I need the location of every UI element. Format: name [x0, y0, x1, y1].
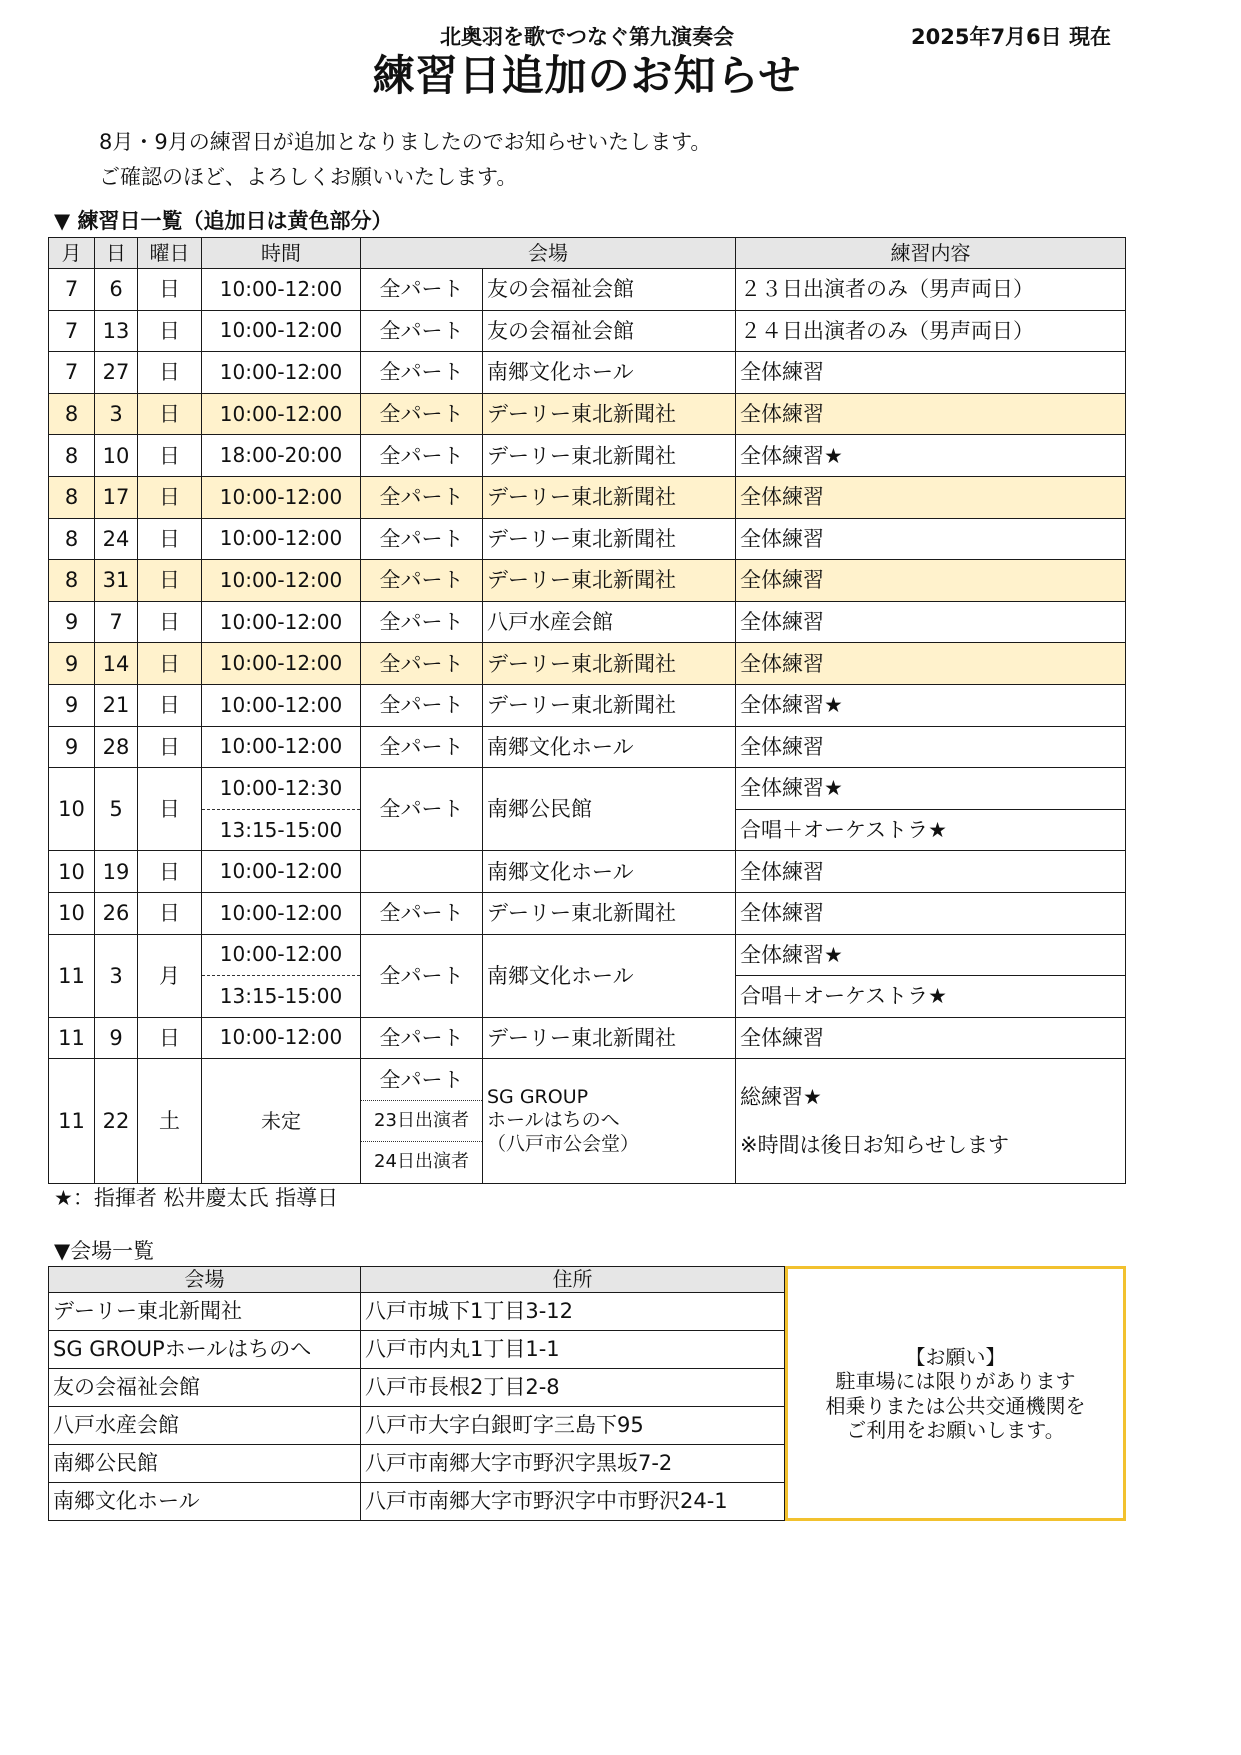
day-cell: 7	[95, 601, 138, 643]
column-header-venue-name: 会場	[49, 1267, 361, 1293]
time-cell: 10:00-12:00	[202, 601, 361, 643]
venue-cell: デーリー東北新聞社	[483, 684, 736, 726]
month-cell: 7	[49, 269, 95, 311]
venue-cell: SG GROUP ホールはちのへ （八戸市公会堂）	[483, 1059, 736, 1184]
time-cell: 10:00-12:30	[202, 768, 361, 810]
legend-note: ★：指揮者 松井慶太氏 指導日	[54, 1186, 339, 1210]
column-header-time: 時間	[202, 238, 361, 269]
schedule-row	[49, 435, 1126, 477]
content-cell: 総練習★ ※時間は後日お知らせします	[736, 1059, 1126, 1184]
day-cell: 9	[95, 1017, 138, 1059]
schedule-row	[49, 726, 1126, 768]
venue-row	[49, 1445, 785, 1483]
content-cell: 全体練習	[736, 601, 1126, 643]
part-cell: 全パート	[361, 601, 483, 643]
venue-cell: 南郷文化ホール	[483, 851, 736, 893]
weekday-cell: 日	[138, 269, 202, 311]
time-cell: 10:00-12:00	[202, 269, 361, 311]
venue-cell: 南郷公民館	[483, 768, 736, 851]
venue-table	[48, 1266, 785, 1521]
column-header-address: 住所	[361, 1267, 785, 1293]
content-cell: ２４日出演者のみ（男声両日）	[736, 310, 1126, 352]
part-cell: 全パート	[361, 684, 483, 726]
venue-cell: 八戸水産会館	[483, 601, 736, 643]
content-cell: ２３日出演者のみ（男声両日）	[736, 269, 1126, 311]
schedule-row	[49, 768, 1126, 810]
content-cell: 全体練習	[736, 851, 1126, 893]
part-cell: 全パート	[361, 476, 483, 518]
content-cell: 全体練習	[736, 1017, 1126, 1059]
content-cell: 全体練習	[736, 476, 1126, 518]
part-cell: 全パート	[361, 269, 483, 311]
schedule-heading: ▼ 練習日一覧（追加日は黄色部分）	[54, 209, 393, 233]
column-header-content: 練習内容	[736, 238, 1126, 269]
content-cell: 全体練習★	[736, 435, 1126, 477]
schedule-row	[49, 393, 1126, 435]
time-cell: 13:15-15:00	[202, 809, 361, 851]
day-cell: 27	[95, 352, 138, 394]
weekday-cell: 日	[138, 435, 202, 477]
notice-text	[826, 1345, 1086, 1443]
month-cell: 9	[49, 601, 95, 643]
month-cell: 11	[49, 1059, 95, 1184]
part-cell: 全パート	[361, 892, 483, 934]
part-cell: 24日出演者	[361, 1142, 483, 1184]
content-cell: 全体練習	[736, 518, 1126, 560]
schedule-row	[49, 684, 1126, 726]
month-cell: 9	[49, 684, 95, 726]
schedule-row	[49, 269, 1126, 311]
venue-name-cell: 友の会福祉会館	[49, 1369, 361, 1407]
content-cell: 全体練習★	[736, 934, 1126, 976]
weekday-cell: 日	[138, 518, 202, 560]
time-cell: 10:00-12:00	[202, 476, 361, 518]
schedule-row	[49, 476, 1126, 518]
weekday-cell: 日	[138, 643, 202, 685]
weekday-cell: 日	[138, 393, 202, 435]
day-cell: 17	[95, 476, 138, 518]
month-cell: 7	[49, 352, 95, 394]
month-cell: 10	[49, 768, 95, 851]
schedule-row	[49, 851, 1126, 893]
time-cell: 未定	[202, 1059, 361, 1184]
weekday-cell: 日	[138, 1017, 202, 1059]
day-cell: 3	[95, 934, 138, 1017]
part-cell: 全パート	[361, 1017, 483, 1059]
venue-cell: デーリー東北新聞社	[483, 476, 736, 518]
month-cell: 9	[49, 726, 95, 768]
venue-name-cell: デーリー東北新聞社	[49, 1293, 361, 1331]
time-cell: 13:15-15:00	[202, 976, 361, 1018]
weekday-cell: 日	[138, 310, 202, 352]
venue-name-cell: 八戸水産会館	[49, 1407, 361, 1445]
venue-cell: デーリー東北新聞社	[483, 518, 736, 560]
part-cell: 全パート	[361, 518, 483, 560]
schedule-row	[49, 1017, 1126, 1059]
month-cell: 10	[49, 851, 95, 893]
content-cell: 合唱＋オーケストラ★	[736, 976, 1126, 1018]
column-header-month: 月	[49, 238, 95, 269]
content-cell: 全体練習	[736, 560, 1126, 602]
notice-line: ご利用をお願いします。	[846, 1418, 1065, 1442]
weekday-cell: 土	[138, 1059, 202, 1184]
month-cell: 8	[49, 393, 95, 435]
venue-cell: デーリー東北新聞社	[483, 560, 736, 602]
part-cell: 全パート	[361, 726, 483, 768]
notice-line: 相乗りまたは公共交通機関を	[825, 1393, 1086, 1418]
column-header-weekday: 曜日	[138, 238, 202, 269]
month-cell: 8	[49, 518, 95, 560]
venue-row	[49, 1407, 785, 1445]
time-cell: 10:00-12:00	[202, 352, 361, 394]
venue-cell: デーリー東北新聞社	[483, 1017, 736, 1059]
content-cell: 全体練習★	[736, 768, 1126, 810]
part-cell: 全パート	[361, 1059, 483, 1101]
venue-address-cell: 八戸市大字白銀町字三島下95	[361, 1407, 785, 1445]
venue-name-cell: 南郷公民館	[49, 1445, 361, 1483]
part-cell: 全パート	[361, 310, 483, 352]
day-cell: 3	[95, 393, 138, 435]
day-cell: 28	[95, 726, 138, 768]
time-cell: 10:00-12:00	[202, 726, 361, 768]
part-cell: 全パート	[361, 768, 483, 851]
day-cell: 6	[95, 269, 138, 311]
part-cell: 23日出演者	[361, 1100, 483, 1142]
day-cell: 13	[95, 310, 138, 352]
page-title: 練習日追加のお知らせ	[372, 51, 802, 100]
content-cell: 全体練習	[736, 892, 1126, 934]
day-cell: 14	[95, 643, 138, 685]
venue-cell: 南郷文化ホール	[483, 934, 736, 1017]
time-cell: 10:00-12:00	[202, 560, 361, 602]
notice-line: 駐車場には限りがあります	[835, 1369, 1076, 1393]
time-cell: 10:00-12:00	[202, 851, 361, 893]
month-cell: 11	[49, 1017, 95, 1059]
part-cell: 全パート	[361, 934, 483, 1017]
venue-address-cell: 八戸市南郷大字市野沢字中市野沢24-1	[361, 1483, 785, 1521]
weekday-cell: 日	[138, 560, 202, 602]
schedule-row	[49, 643, 1126, 685]
schedule-row	[49, 560, 1126, 602]
day-cell: 26	[95, 892, 138, 934]
time-cell: 10:00-12:00	[202, 684, 361, 726]
intro-line: 8月・9月の練習日が追加となりましたのでお知らせいたします。	[99, 130, 712, 154]
time-cell: 18:00-20:00	[202, 435, 361, 477]
time-cell: 10:00-12:00	[202, 393, 361, 435]
weekday-cell: 日	[138, 352, 202, 394]
venue-cell: 友の会福祉会館	[483, 269, 736, 311]
day-cell: 5	[95, 768, 138, 851]
weekday-cell: 日	[138, 601, 202, 643]
part-cell: 全パート	[361, 643, 483, 685]
venue-cell: デーリー東北新聞社	[483, 892, 736, 934]
part-cell	[361, 851, 483, 893]
column-header-venue: 会場	[361, 238, 736, 269]
schedule-header-row	[49, 238, 1126, 269]
venue-cell: デーリー東北新聞社	[483, 435, 736, 477]
month-cell: 11	[49, 934, 95, 1017]
day-cell: 19	[95, 851, 138, 893]
event-name: 北奥羽を歌でつなぐ第九演奏会	[440, 25, 734, 49]
part-cell: 全パート	[361, 560, 483, 602]
content-cell: 全体練習	[736, 393, 1126, 435]
time-cell: 10:00-12:00	[202, 643, 361, 685]
venue-body	[49, 1293, 785, 1521]
weekday-cell: 日	[138, 892, 202, 934]
venue-row	[49, 1293, 785, 1331]
venue-address-cell: 八戸市城下1丁目3-12	[361, 1293, 785, 1331]
day-cell: 24	[95, 518, 138, 560]
time-cell: 10:00-12:00	[202, 518, 361, 560]
venue-row	[49, 1369, 785, 1407]
schedule-body	[49, 269, 1126, 1184]
schedule-row	[49, 518, 1126, 560]
content-cell: 全体練習	[736, 352, 1126, 394]
part-cell: 全パート	[361, 352, 483, 394]
schedule-row	[49, 310, 1126, 352]
time-cell: 10:00-12:00	[202, 1017, 361, 1059]
venue-row	[49, 1331, 785, 1369]
schedule-row	[49, 352, 1126, 394]
venue-address-cell: 八戸市南郷大字市野沢字黒坂7-2	[361, 1445, 785, 1483]
weekday-cell: 日	[138, 768, 202, 851]
weekday-cell: 日	[138, 684, 202, 726]
content-cell: 全体練習★	[736, 684, 1126, 726]
month-cell: 7	[49, 310, 95, 352]
parking-notice-box	[785, 1266, 1126, 1521]
month-cell: 8	[49, 476, 95, 518]
venue-cell: デーリー東北新聞社	[483, 643, 736, 685]
venue-name-cell: 南郷文化ホール	[49, 1483, 361, 1521]
part-cell: 全パート	[361, 435, 483, 477]
content-cell: 全体練習	[736, 726, 1126, 768]
intro-line: ご確認のほど、よろしくお願いいたします。	[99, 165, 518, 189]
day-cell: 10	[95, 435, 138, 477]
content-cell: 全体練習	[736, 643, 1126, 685]
schedule-row	[49, 934, 1126, 976]
venue-cell: デーリー東北新聞社	[483, 393, 736, 435]
schedule-row	[49, 601, 1126, 643]
notice-title: 【お願い】	[905, 1344, 1006, 1369]
schedule-row	[49, 892, 1126, 934]
venue-address-cell: 八戸市長根2丁目2-8	[361, 1369, 785, 1407]
weekday-cell: 日	[138, 851, 202, 893]
schedule-table	[48, 237, 1126, 1184]
time-cell: 10:00-12:00	[202, 892, 361, 934]
venue-list-heading: ▼会場一覧	[54, 1239, 155, 1263]
as-of-date: 2025年7月6日 現在	[911, 25, 1111, 49]
weekday-cell: 日	[138, 726, 202, 768]
day-cell: 31	[95, 560, 138, 602]
month-cell: 8	[49, 560, 95, 602]
part-cell: 全パート	[361, 393, 483, 435]
month-cell: 8	[49, 435, 95, 477]
venue-address-cell: 八戸市内丸1丁目1-1	[361, 1331, 785, 1369]
day-cell: 22	[95, 1059, 138, 1184]
venue-cell: 南郷文化ホール	[483, 352, 736, 394]
weekday-cell: 月	[138, 934, 202, 1017]
column-header-day: 日	[95, 238, 138, 269]
time-cell: 10:00-12:00	[202, 310, 361, 352]
time-cell: 10:00-12:00	[202, 934, 361, 976]
content-cell: 合唱＋オーケストラ★	[736, 809, 1126, 851]
month-cell: 9	[49, 643, 95, 685]
schedule-row	[49, 1059, 1126, 1101]
month-cell: 10	[49, 892, 95, 934]
venue-row	[49, 1483, 785, 1521]
weekday-cell: 日	[138, 476, 202, 518]
venue-header-row	[49, 1267, 785, 1293]
venue-cell: 南郷文化ホール	[483, 726, 736, 768]
venue-name-cell: SG GROUPホールはちのへ	[49, 1331, 361, 1369]
venue-cell: 友の会福祉会館	[483, 310, 736, 352]
day-cell: 21	[95, 684, 138, 726]
